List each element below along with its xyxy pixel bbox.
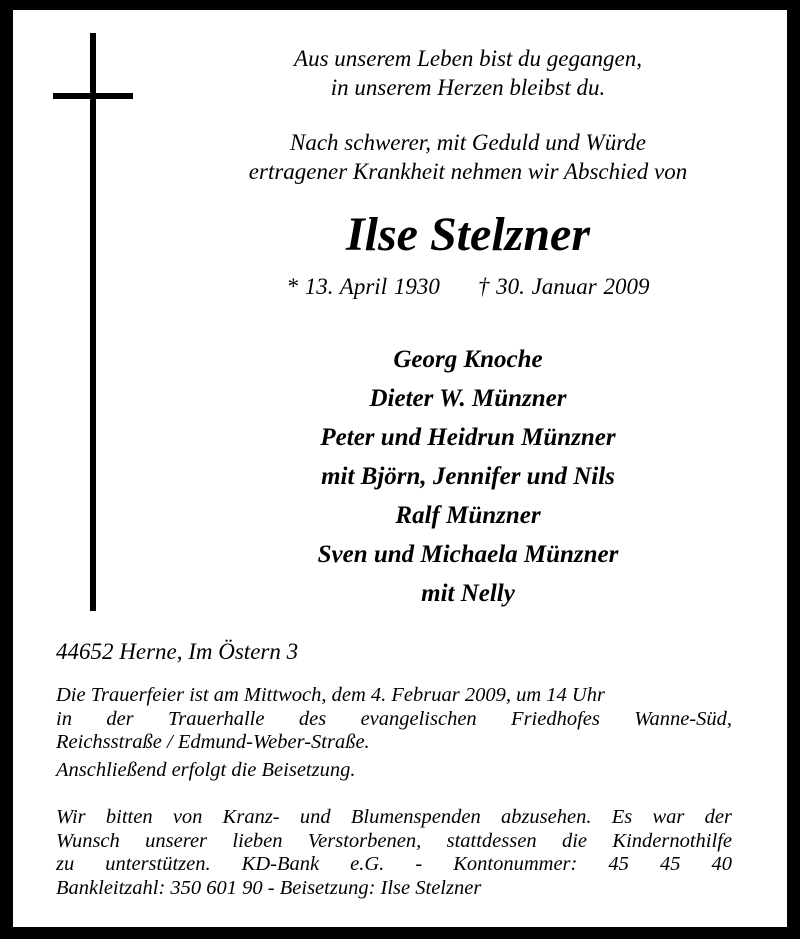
mourner-line: mit Björn, Jennifer und Nils: [321, 463, 615, 490]
verse-line: Aus unserem Leben bist du gegangen,: [294, 46, 642, 71]
mourner-line: Sven und Michaela Münzner: [317, 541, 619, 568]
mourner-line: mit Nelly: [421, 580, 515, 607]
donation-line: Wunsch unserer lieben Verstorbenen, stattdessen die Kindernothilfe: [56, 829, 732, 852]
cross-icon-bar: [53, 93, 133, 99]
donation-line: Bankleitzahl: 350 601 90 - Beisetzung: Ilse Stelzner: [56, 876, 482, 899]
verse-line: in unserem Herzen bleibst du.: [330, 75, 606, 100]
donation-info: [56, 806, 732, 900]
memorial-verse: [153, 44, 783, 102]
obituary-card: [13, 10, 787, 927]
ceremony-line: Die Trauerfeier ist am Mittwoch, dem 4. Februar 2009, um 14 Uhr: [56, 684, 605, 706]
mourners-list: [153, 340, 783, 613]
cross-icon: [90, 33, 96, 611]
ceremony-info: [56, 684, 732, 755]
life-dates: [153, 272, 783, 302]
family-address: 44652 Herne, Im Östern 3: [56, 639, 299, 664]
mourner-line: Dieter W. Münzner: [369, 385, 567, 412]
ceremony-line: Reichsstraße / Edmund-Weber-Straße.: [56, 731, 370, 753]
ceremony-line: in der Trauerhalle des evangelischen Friedhofes Wanne-Süd,: [56, 707, 732, 730]
donation-line: zu unterstützen. KD-Bank e.G. - Kontonummer: 45 45 40: [56, 853, 732, 875]
death-date: † 30. Januar 2009: [477, 274, 650, 299]
intro-line: ertragener Krankheit nehmen wir Abschied von: [248, 159, 688, 184]
deceased-name: Ilse Stelzner: [345, 208, 591, 261]
birth-date: * 13. April 1930: [286, 274, 440, 299]
intro-text: [153, 128, 783, 186]
mourner-line: Ralf Münzner: [395, 502, 541, 529]
mourner-line: Peter und Heidrun Münzner: [320, 424, 616, 451]
mourner-line: Georg Knoche: [393, 346, 543, 373]
burial-info: Anschließend erfolgt die Beisetzung.: [56, 759, 356, 781]
intro-line: Nach schwerer, mit Geduld und Würde: [289, 130, 647, 155]
donation-line: Wir bitten von Kranz- und Blumenspenden abzusehen. Es war der: [56, 806, 732, 828]
